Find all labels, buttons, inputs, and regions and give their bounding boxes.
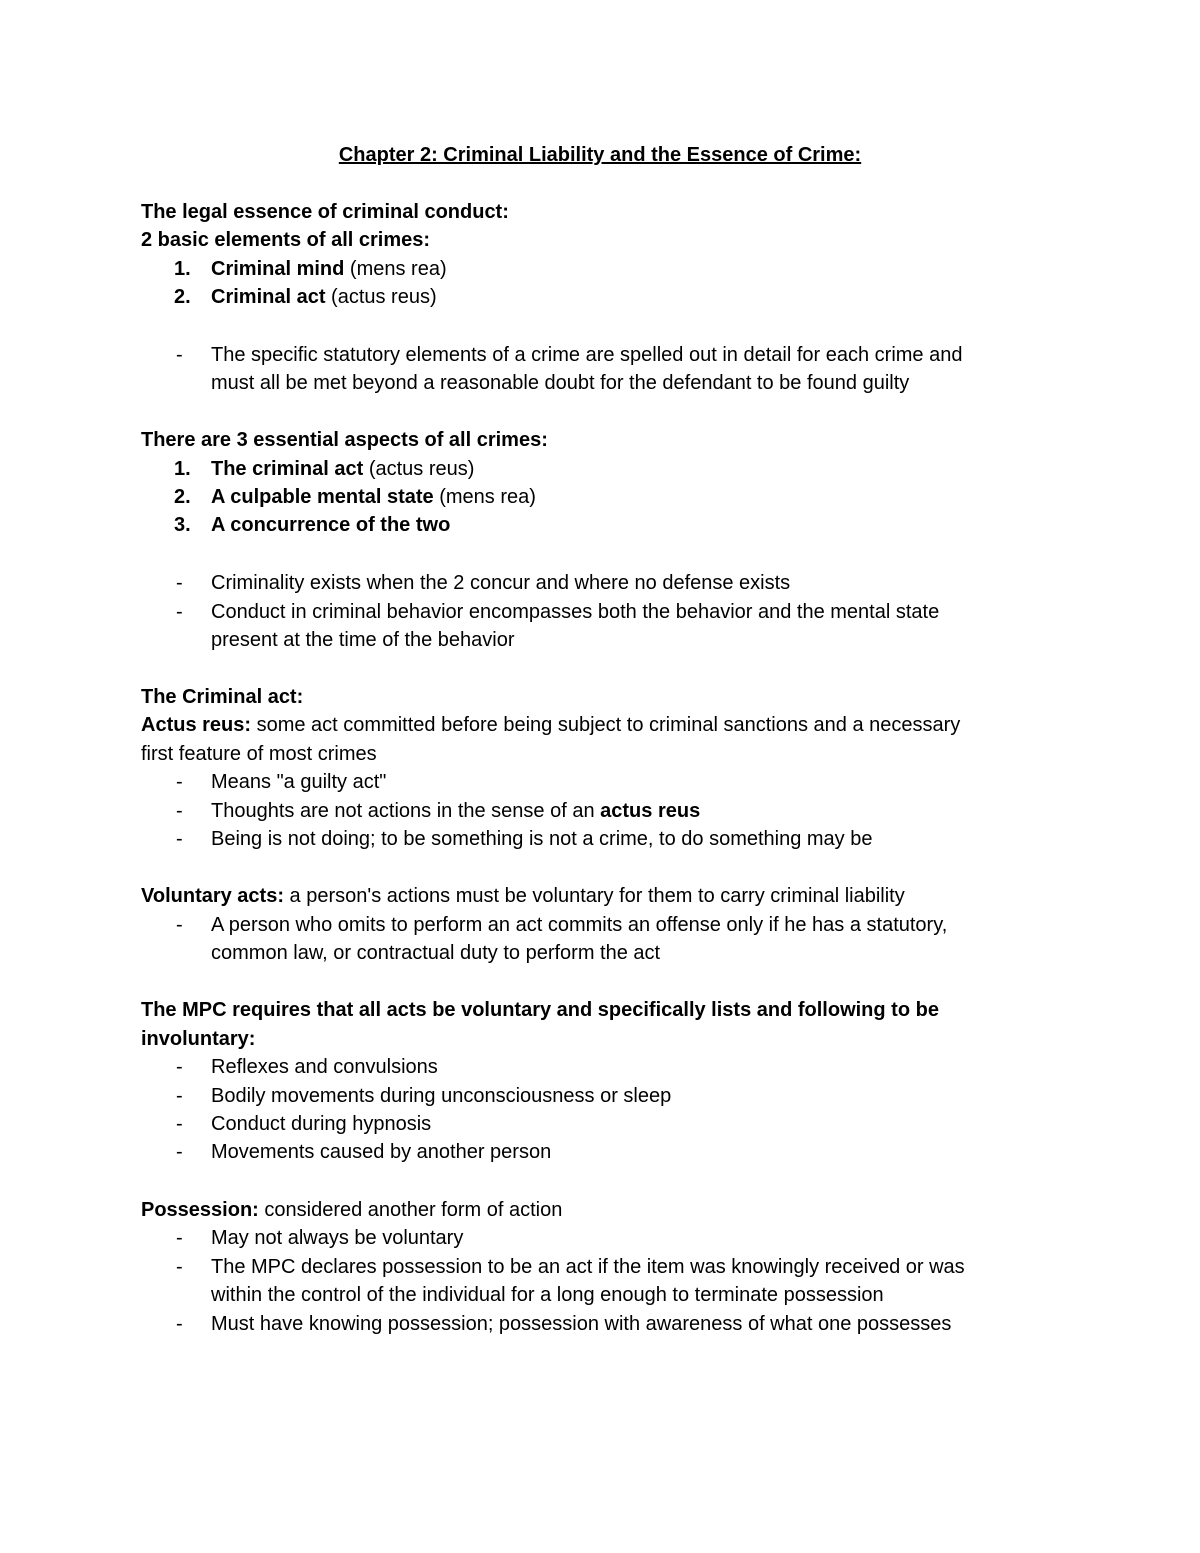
bullet-text: must all be met beyond a reasonable doubt for the defendant to be found guilty <box>211 372 910 394</box>
list-item-text: (mens rea) <box>433 486 536 508</box>
bullet-text-bold: actus reus <box>600 800 701 822</box>
bullet-text: within the control of the individual for a long enough to terminate possession <box>211 1284 884 1306</box>
list-item-text: (actus reus) <box>363 458 475 480</box>
bullet-text: Reflexes and convulsions <box>211 1056 438 1078</box>
bullet-dash: - <box>176 771 183 793</box>
bullet-dash: - <box>176 572 183 594</box>
definition-text: a person's actions must be voluntary for them to carry criminal liability <box>284 885 905 907</box>
bullet-text: present at the time of the behavior <box>211 629 515 651</box>
list-item <box>211 483 536 511</box>
definition-line <box>141 1196 562 1224</box>
list-item <box>211 255 447 283</box>
definition-term: Actus reus: <box>141 714 252 736</box>
bullet-dash: - <box>176 601 183 623</box>
list-item-bold: The criminal act <box>211 458 364 480</box>
bullet-dash: - <box>176 1256 183 1278</box>
bullet-text: Movements caused by another person <box>211 1141 552 1163</box>
bullet-text: Must have knowing possession; possession with awareness of what one possesses <box>211 1313 952 1335</box>
document-title: Chapter 2: Criminal Liability and the Essence of Crime: <box>338 144 862 166</box>
bullet-dash: - <box>176 828 183 850</box>
bullet-text: A person who omits to perform an act commits an offense only if he has a statutory, <box>211 914 948 936</box>
bullet-dash: - <box>176 1313 183 1335</box>
section3-heading: The Criminal act: <box>141 686 304 708</box>
bullet-dash: - <box>176 1113 183 1135</box>
definition-text: some act committed before being subject to criminal sanctions and a necessary <box>251 714 961 736</box>
list-item-bold: Criminal act <box>211 286 326 308</box>
list-number: 1. <box>174 458 191 480</box>
definition-text: considered another form of action <box>258 1199 563 1221</box>
list-item-text: (actus reus) <box>325 286 437 308</box>
bullet-text: Conduct in criminal behavior encompasses both the behavior and the mental state <box>211 601 940 623</box>
list-number: 2. <box>174 286 191 308</box>
list-item <box>211 511 450 539</box>
bullet-dash: - <box>176 344 183 366</box>
definition-line: first feature of most crimes <box>141 743 377 765</box>
list-item-text: (mens rea) <box>344 258 447 280</box>
bullet-text <box>211 797 700 825</box>
list-item <box>211 455 474 483</box>
section2-heading: There are 3 essential aspects of all crimes: <box>141 429 548 451</box>
definition-line <box>141 882 905 910</box>
section5-heading: The MPC requires that all acts be voluntary and specifically lists and following to be <box>141 999 939 1021</box>
bullet-text-plain: Thoughts are not actions in the sense of an <box>211 800 601 822</box>
list-number: 3. <box>174 514 191 536</box>
bullet-dash: - <box>176 914 183 936</box>
definition-term: Voluntary acts: <box>141 885 284 907</box>
bullet-dash: - <box>176 1056 183 1078</box>
definition-line <box>141 711 960 739</box>
bullet-dash: - <box>176 800 183 822</box>
bullet-text: common law, or contractual duty to perform the act <box>211 942 661 964</box>
bullet-dash: - <box>176 1085 183 1107</box>
list-item-bold: Criminal mind <box>211 258 345 280</box>
bullet-text: Conduct during hypnosis <box>211 1113 432 1135</box>
section5-heading: involuntary: <box>141 1028 256 1050</box>
list-item-bold: A concurrence of the two <box>211 514 451 536</box>
bullet-dash: - <box>176 1227 183 1249</box>
list-item <box>211 283 437 311</box>
list-item-bold: A culpable mental state <box>211 486 434 508</box>
bullet-text: Criminality exists when the 2 concur and where no defense exists <box>211 572 791 594</box>
bullet-text: Bodily movements during unconsciousness or sleep <box>211 1085 672 1107</box>
section1-subheading: 2 basic elements of all crimes: <box>141 229 431 251</box>
bullet-text: May not always be voluntary <box>211 1227 464 1249</box>
bullet-text: Being is not doing; to be something is not a crime, to do something may be <box>211 828 873 850</box>
definition-term: Possession: <box>141 1199 259 1221</box>
list-number: 2. <box>174 486 191 508</box>
bullet-text: The specific statutory elements of a crime are spelled out in detail for each crime and <box>211 344 963 366</box>
bullet-dash: - <box>176 1141 183 1163</box>
list-number: 1. <box>174 258 191 280</box>
bullet-text: Means "a guilty act" <box>211 771 387 793</box>
section1-heading: The legal essence of criminal conduct: <box>141 201 509 223</box>
bullet-text: The MPC declares possession to be an act if the item was knowingly received or was <box>211 1256 965 1278</box>
